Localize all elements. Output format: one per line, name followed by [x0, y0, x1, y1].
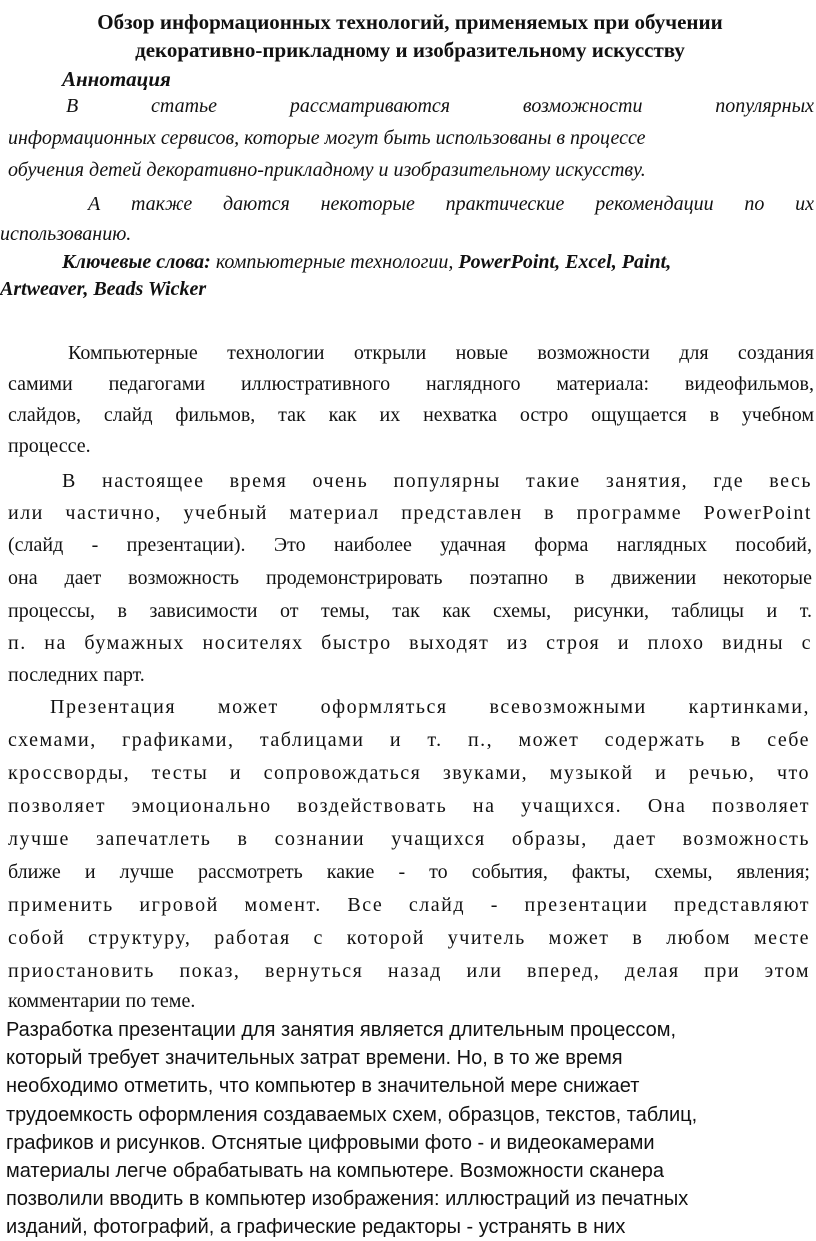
p3-line-4: позволяет эмоционально воздействовать на учащихся. Она позволяет: [8, 795, 810, 817]
p2-line-4: она дает возможность продемонстрировать поэтапно в движении некоторые: [8, 567, 812, 589]
annotation-line-3: обучения детей декоративно-прикладному и изобразительному искусству.: [8, 159, 646, 181]
p2-line-6: п. на бумажных носителях быстро выходят из строя и плохо видны с: [8, 632, 812, 654]
p3-line-7: применить игровой момент. Все слайд - презентации представляют: [8, 894, 810, 916]
p4-line-5: графиков и рисунков. Отснятые цифровыми фото - и видеокамерами: [6, 1132, 655, 1154]
annotation-heading: Аннотация: [62, 67, 171, 91]
p1-line-3: слайдов, слайд фильмов, так как их нехватка остро ощущается в учебном: [8, 404, 814, 426]
keywords-line-2: Artweaver, Beads Wicker: [0, 278, 207, 300]
p4-line-4: трудоемкость оформления создаваемых схем, образцов, текстов, таблиц,: [6, 1104, 698, 1126]
keywords-bold-1: PowerPoint, Excel, Paint,: [458, 251, 672, 273]
p3-line-6: ближе и лучше рассмотреть какие - то события, факты, схемы, явления;: [8, 861, 810, 883]
p3-line-2: схемами, графиками, таблицами и т. п., может содержать в себе: [8, 729, 810, 751]
p4-line-3: необходимо отметить, что компьютер в значительной мере снижает: [6, 1075, 640, 1097]
p3-line-10: комментарии по теме.: [8, 990, 196, 1012]
p3-line-1: Презентация может оформляться всевозможными картинками,: [50, 696, 810, 718]
annotation-line-5: использованию.: [0, 223, 132, 245]
p4-line-7: позволили вводить в компьютер изображения: иллюстраций из печатных: [6, 1188, 689, 1210]
p3-line-8: собой структуру, работая с которой учитель может в любом месте: [8, 927, 810, 949]
p1-line-1: Компьютерные технологии открыли новые возможности для создания: [68, 342, 814, 364]
p2-line-1: В настоящее время очень популярны такие занятия, где весь: [62, 470, 812, 492]
p2-line-7: последних парт.: [8, 664, 145, 686]
keywords-line-1: [62, 251, 671, 274]
p4-line-8: изданий, фотографий, а графические редакторы - устранять в них: [6, 1216, 626, 1238]
keywords-plain: компьютерные технологии,: [215, 251, 454, 273]
title-line-2: декоративно-прикладному и изобразительному искусству: [135, 38, 685, 62]
p4-line-2: который требует значительных затрат времени. Но, в то же время: [6, 1047, 623, 1069]
annotation-line-4: А также даются некоторые практические рекомендации по их: [88, 193, 814, 215]
p2-line-5: процессы, в зависимости от темы, так как схемы, рисунки, таблицы и т.: [8, 600, 812, 622]
p4-line-6: материалы легче обрабатывать на компьютере. Возможности сканера: [6, 1160, 664, 1182]
annotation-line-1: В статье рассматриваются возможности популярных: [66, 95, 814, 117]
p2-line-3: (слайд - презентации). Это наиболее удачная форма наглядных пособий,: [8, 534, 812, 556]
p2-line-2: или частично, учебный материал представлен в программе PowerPoint: [8, 502, 812, 524]
p3-line-5: лучше запечатлеть в сознании учащихся образы, дает возможность: [8, 828, 810, 850]
p3-line-3: кроссворды, тесты и сопровождаться звуками, музыкой и речью, что: [8, 762, 810, 784]
annotation-line-2: информационных сервисов, которые могут быть использованы в процессе: [8, 127, 646, 149]
p3-line-9: приостановить показ, вернуться назад или вперед, делая при этом: [8, 960, 810, 982]
keywords-label: Ключевые слова:: [62, 251, 211, 273]
p1-line-2: самими педагогами иллюстративного наглядного материала: видеофильмов,: [8, 373, 814, 395]
title-line-1: Обзор информационных технологий, применяемых при обучении: [97, 10, 723, 34]
p1-line-4: процессе.: [8, 435, 91, 457]
p4-line-1: Разработка презентации для занятия является длительным процессом,: [6, 1019, 677, 1041]
